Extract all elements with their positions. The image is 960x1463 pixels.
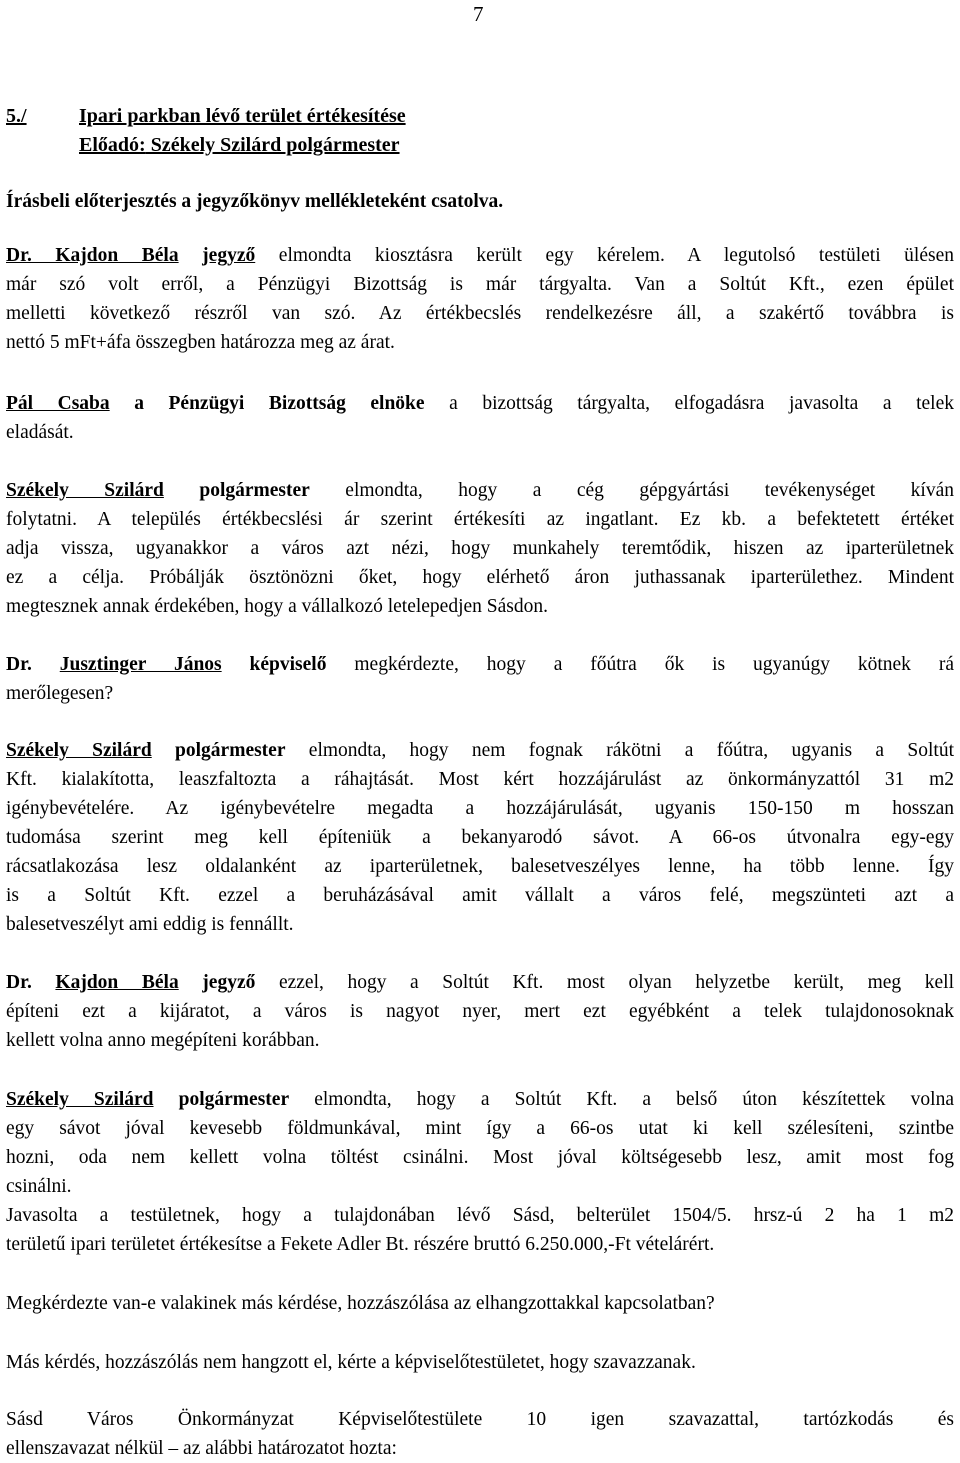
text-line: ellenszavazat nélkül – az alábbi határozatot hozta: [6, 1438, 397, 1459]
text-line: Más kérdés, hozzászólás nem hangzott el, kérte a képviselőtestületet, hogy szavazzanak. [6, 1352, 696, 1373]
speaker-role: polgármester [153, 1089, 290, 1110]
section-number: 5./ [6, 105, 27, 127]
speaker-name: Székely Szilárd [6, 1089, 154, 1110]
speaker-role: polgármester [151, 740, 286, 761]
text-line: nettó 5 mFt+áfa összegben határozza meg az árat. [6, 332, 395, 353]
text-line: megtesznek annak érdekében, hogy a vállalkozó letelepedjen Sásdon. [6, 596, 549, 617]
paragraph-vote-call [6, 1348, 954, 1377]
paragraph-notary-2 [6, 968, 954, 1055]
heading-indent [6, 131, 79, 160]
paragraph-resolution [6, 1405, 954, 1463]
text-line: csinálni. [6, 1176, 72, 1197]
text-line: ez a célja. Próbálják ösztönözni őket, hogy elérhető áron juthassanak iparterülethez. Mindent [6, 567, 954, 588]
speaker-name: Székely Szilárd [6, 740, 152, 761]
text-line: adja vissza, ugyanakkor a város azt nézi, hogy munkahely teremtődik, hiszen az iparterületnek [6, 538, 954, 559]
paragraph-mayor-2 [6, 736, 954, 939]
text-line [6, 476, 954, 505]
text-line [6, 389, 954, 418]
text-line: igénybevételére. Az igénybevételre megadta a hozzájárulását, ugyanis 150-150 m hosszan [6, 798, 954, 819]
text-line: melletti következő részről van szó. Az értékbecslés rendelkezésre áll, a szakértő továbbra is [6, 303, 954, 324]
text-line [6, 241, 954, 270]
text-line [6, 650, 954, 679]
text-line: Javasolta a testületnek, hogy a tulajdonában lévő Sásd, belterület 1504/5. hrsz-ú 2 ha 1 m2 [6, 1205, 954, 1226]
text-line: hozni, oda nem kellett volna töltést csinálni. Most jóval költségesebb lesz, amit most fog [6, 1147, 954, 1168]
paragraph-mayor-3 [6, 1085, 954, 1259]
text-line: Megkérdezte van-e valakinek más kérdése, hozzászólása az elhangzottakkal kapcsolatban? [6, 1293, 715, 1314]
text-line: eladását. [6, 422, 74, 443]
paragraph-mayor-1 [6, 476, 954, 621]
line-text: elmondta, hogy a cég gépgyártási tevékenységet kíván [309, 480, 954, 501]
speaker-prefix: Dr. [6, 654, 60, 675]
presenter-line [79, 131, 400, 160]
text-line: Sásd Város Önkormányzat Képviselőtestülete 10 igen szavazattal, tartózkodás és [6, 1409, 954, 1430]
presenter-name: Székely Szilárd polgármester [145, 134, 400, 156]
paragraph-question [6, 1289, 954, 1318]
line-text: elmondta kiosztásra került egy kérelem. A legutolsó testületi ülésen [255, 245, 955, 266]
speaker-name: Székely Szilárd [6, 480, 164, 501]
text-line [6, 1085, 954, 1114]
paragraph-finance-committee [6, 389, 954, 447]
section-title-row [6, 102, 946, 131]
line-text: megkérdezte, hogy a főútra ők is ugyanúgy kötnek rá [326, 654, 954, 675]
speaker-role: jegyző [202, 245, 256, 266]
text-line: kellett volna anno megépíteni korábban. [6, 1030, 320, 1051]
text-line: merőlegesen? [6, 683, 114, 704]
line-text: elmondta, hogy a Soltút Kft. a belső úton készítettek volna [289, 1089, 954, 1110]
text-line: tudomása szerint meg kell építeniük a bekanyarodó sávot. A 66-os útvonalra egy-egy [6, 827, 954, 848]
speaker-role: jegyző [178, 972, 256, 993]
text-line [6, 968, 954, 997]
speaker-name: Jusztinger János [59, 654, 222, 675]
text-line: rácsatlakozása lesz oldalanként az iparterületnek, balesetveszélyes lenne, ha több lenne. Így [6, 856, 954, 877]
paragraph-representative-question [6, 650, 954, 708]
speaker-name: Dr. Kajdon Béla [6, 245, 179, 266]
section-heading [6, 102, 946, 160]
text-line: egy sávot jóval kevesebb földmunkával, mint így a 66-os utat ki kell szélesíteni, szintbe [6, 1118, 954, 1139]
line-text: elmondta, hogy nem fognak rákötni a főútra, ugyanis a Soltút [285, 740, 954, 761]
text-line [6, 736, 954, 765]
page-number: 7 [473, 2, 484, 26]
speaker-role: a Pénzügyi Bizottság elnöke [109, 393, 425, 414]
attachment-note: Írásbeli előterjesztés a jegyzőkönyv mellékleteként csatolva. [6, 191, 504, 212]
paragraph-notary-intro [6, 241, 954, 357]
text-line: is a Soltút Kft. ezzel a beruházásával amit vállalt a város felé, megszünteti azt a [6, 885, 954, 906]
section-title: Ipari parkban lévő terület értékesítése [79, 105, 406, 127]
line-text: a bizottság tárgyalta, elfogadásra javasolta a telek [424, 393, 954, 414]
speaker-prefix: Dr. [6, 972, 56, 993]
text-line: Kft. kialakította, leaszfaltozta a ráhajtását. Most kért hozzájárulást az önkormányzattól 31 m2 [6, 769, 954, 790]
presenter-label: Előadó: [79, 134, 146, 156]
text-line: már szó volt erről, a Pénzügyi Bizottság is már tárgyalta. Van a Soltút Kft., ezen épület [6, 274, 954, 295]
speaker-role: képviselő [221, 654, 327, 675]
text-line: területű ipari területet értékesítse a Fekete Adler Bt. részére bruttó 6.250.000,-Ft vételárért. [6, 1234, 715, 1255]
presenter-row [6, 131, 946, 160]
speaker-name: Kajdon Béla [55, 972, 179, 993]
text-line: folytatni. A település értékbecslési ár szerint értékesíti az ingatlant. Ez kb. a befektetett értéket [6, 509, 954, 530]
line-text: ezzel, hogy a Soltút Kft. most olyan helyzetbe került, meg kell [255, 972, 955, 993]
speaker-name: Pál Csaba [6, 393, 110, 414]
text-line: építeni ezt a kijáratot, a város is nagyot nyer, mert ezt egyébként a telek tulajdonosoknak [6, 1001, 954, 1022]
speaker-role: polgármester [163, 480, 310, 501]
text-line: balesetveszélyt ami eddig is fennállt. [6, 914, 294, 935]
